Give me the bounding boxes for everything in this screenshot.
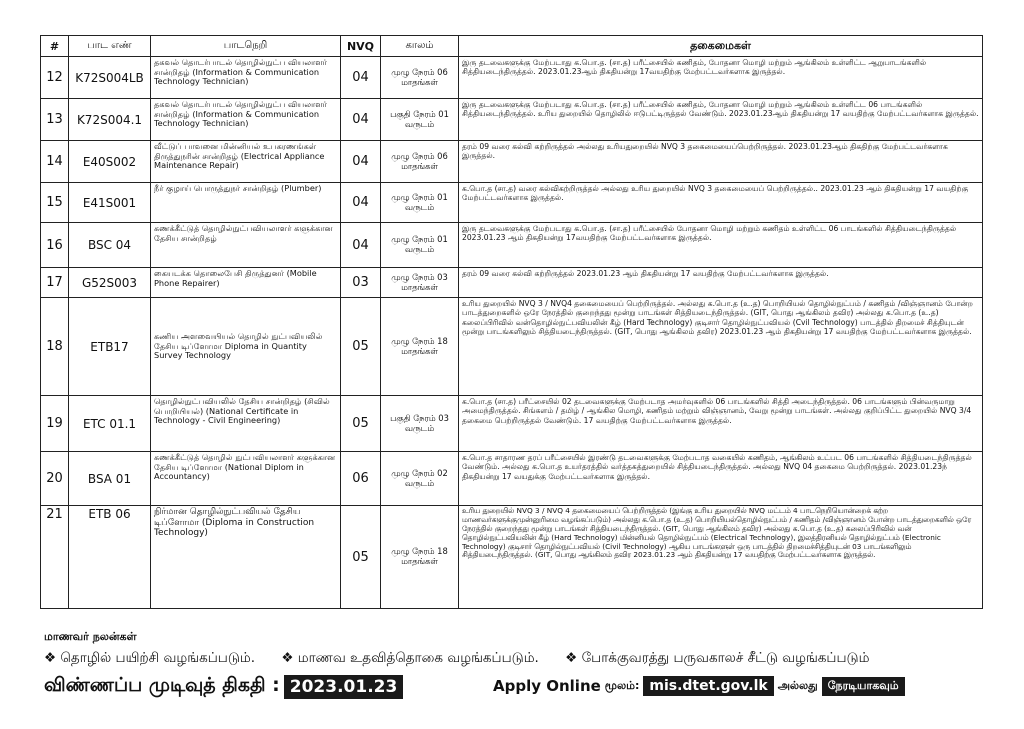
row-code: BSC 04 (69, 223, 151, 268)
row-duration: முழு நேரம் 01 வருடம் (381, 183, 459, 223)
row-course: நிர்மான தொழில்நுட்பவியல் தேசிய டிப்ளோமா (Diploma in Construction Technology) (151, 506, 341, 609)
row-nvq: 04 (341, 141, 381, 183)
row-code: E40S002 (69, 141, 151, 183)
benefit-item (565, 650, 869, 666)
row-code: ETB 06 (69, 506, 151, 609)
row-num: 19 (41, 396, 69, 452)
table-row (41, 298, 983, 396)
row-qualification: க.பொ.த (சா.த) பரீட்சையில் 02 தடவைகளுக்கு மேற்படாத அமர்வுகளில் 06 பாடங்களில் சித்தி அடைந்திருத்தல். 06 பாடங்களும் பின்வருமாறு அமைந்திருத்தல். சிங்களம் / தமிழ் / ஆங்கில மொழி, கணிதம் மற்றும் விஞ்ஞானம், வேறு மூன்று பாடங்கள். அல்லது குறிப்பிட்ட துறையில் NVQ 3/4 தகைமை பெற்றிருத்தல் வேண்டும். 17 வயதிற்கு மேற்பட்டவர்களாக இருத்தல். (459, 396, 983, 452)
row-qualification: தரம் 09 வரை கல்வி கற்றிருத்தல் அல்லது உரியதுறையில் NVQ 3 தகைமையைப்பெற்றிருத்தல். 2023.01.23ஆம் திகதிற்கு மேற்பட்டவர்களாக இருத்தல். (459, 141, 983, 183)
row-code: K72S004LB (69, 57, 151, 99)
diamond-bullet-icon: ❖ (281, 650, 294, 666)
row-duration: முழு நேரம் 01 வருடம் (381, 223, 459, 268)
table-row (41, 57, 983, 99)
row-code: E41S001 (69, 183, 151, 223)
row-nvq: 05 (341, 396, 381, 452)
header-num: # (41, 36, 69, 57)
row-duration: முழு நேரம் 06 மாதங்கள் (381, 57, 459, 99)
row-code: BSA 01 (69, 452, 151, 506)
row-course: கணிய அளவையியல் தொழில் நுட்பவியலில் தேசிய டிப்ளோமா Diploma in Quantity Survey Technology (151, 298, 341, 396)
benefit-text: தொழில் பயிற்சி வழங்கப்படும். (60, 650, 256, 666)
table-row (41, 183, 983, 223)
apply-label: Apply Online (493, 677, 601, 695)
table-row (41, 141, 983, 183)
benefit-text: மாணவ உதவித்தொகை வழங்கப்படும். (297, 650, 539, 666)
row-duration: முழு நேரம் 18 மாதங்கள் (381, 506, 459, 609)
row-duration: முழு நேரம் 03 மாதங்கள் (381, 268, 459, 298)
row-qualification: க.பொ.த சாதாரண தரப் பரீட்சையில் இரண்டு தடவைகளுக்கு மேற்படாத வகையில் கணிதம், ஆங்கிலம் உட்பட 06 பாடங்களில் சித்தியடைந்திருத்தல் வேண்டும். அல்லது க.பொ.த உயர்தரத்தில் வர்த்தகத்துறையில் சித்தியடைந்திருத்தல். அல்லது NVQ 04 தகைமை பெற்றிருத்தல். 2023.01.23ந் திகதியன்று 17 வயதுக்கு மேற்பட்டவர்களாக இருத்தல். (459, 452, 983, 506)
row-num: 21 (41, 506, 69, 609)
row-qualification: தரம் 09 வரை கல்வி கற்றிருத்தல் 2023.01.23 ஆம் திகதியன்று 17 வயதிற்கு மேற்பட்டவர்களாக இருத்தல். (459, 268, 983, 298)
row-nvq: 05 (341, 298, 381, 396)
row-course: தொழில்நுட்பவியலில் தேசிய சான்றிதழ் (சிவில் பொறியியல்) (National Certificate in Technology - Civil Engineering) (151, 396, 341, 452)
row-course: தகவல் தொடர்பாடல் தொழில்நுட்ப வியலாளர் சான்றிதழ் (Information & Communication Technology Technician) (151, 57, 341, 99)
row-nvq: 04 (341, 183, 381, 223)
row-code: K72S004.1 (69, 99, 151, 141)
table-row (41, 223, 983, 268)
row-code: ETC 01.1 (69, 396, 151, 452)
row-qualification: இரு தடவைகளுக்கு மேற்படாது க.பொ.த. (சா.த) பரீட்சையில் கணிதம், போதனா மொழி மற்றும் ஆங்கிலம் உள்ளிட்ட 06 பாடங்களில் சித்தியடைந்திருத்தல். உரிய துறையில் தொழிலில் ஈடுபட்டிருத்தல் வேண்டும். 2023.01.23ஆம் திகதியன்று 17 வயதிற்கு மேற்பட்டவர்களாக இருத்தல். (459, 99, 983, 141)
row-num: 14 (41, 141, 69, 183)
row-duration: முழு நேரம் 02 வருடம் (381, 452, 459, 506)
row-code: G52S003 (69, 268, 151, 298)
header-code: பாட எண் (69, 36, 151, 57)
row-qualification: இரு தடவைகளுக்கு மேற்படாது க.பொ.த. (சா.த) பரீட்சையில் கணிதம், போதனா மொழி மற்றும் ஆங்கிலம் உள்ளிட்ட ஆறுபாடங்களில் சித்தியடைந்திருத்தல். 2023.01.23ஆம் திகதியன்று 17வயதிற்கு மேற்பட்டவர்களாக இருத்தல். (459, 57, 983, 99)
row-qualification: உரிய துறையில் NVQ 3 / NVQ4 தகைமையைப் பெற்றிருத்தல். அல்லது க.பொ.த (உ.த) பொறியியல் தொழில்நுட்பம் / கணிதம் /விஞ்ஞானம் போன்ற பாடத்துறைகளில் ஒரே நேரத்தில் குறைந்தது மூன்று பாடங்கள் சித்தியடைந்திருத்தல். (GIT, பொது ஆங்கிலம் தவிர) அல்லது க.பொ.த (உ.த) கலைப்பிரிவில் வன்தொழில்நுட்பவியலின் கீழ் (Hard Technology) குடிசார் தொழில்நுட்பவியல் (Cvil Technology) பாடத்தில் திறமைச் சித்தியுடன் மூன்று பாடங்களிலும் சித்தியடைந்திருத்தல். (GIT, பொது ஆங்கிலம் தவிர) 2023.01.23 ஆம் திகதியன்று 17 வயதிற்கு மேற்பட்டவர்களாக இருத்தல். (459, 298, 983, 396)
row-qualification: உரிய துறையில் NVQ 3 / NVQ 4 தகைமையைப் பெற்றிருத்தல் (இங்கு உரிய துறையில் NVQ மட்டம் 4 பாடநெறியொன்றைக் கற்ற மாணவர்களுக்குமுன்னுரிமை வழங்கப்படும்) அல்லது க.பொ.த (உ.த) பொறியியல்தொழில்நுட்பம் / கணிதம் /விஞ்ஞானம் போன்ற பாடத்துறைகளில் ஒரே நேரத்தில் குறைந்தது மூன்று பாடங்கள் சித்தியடைந்திருத்தல். (GIT, பொது ஆங்கிலம் தவிர) அல்லது க.பொ.த (உ.த) கலைப்பிரிவில் வன் தொழில்நுட்பவியலின் கீழ் (Hard Technology) மின்னியல் தொழில்நுட்பம் (Electrical Technology), இலத்திரனியல் தொழில்நுட்பம் (Electronic Technology) குடிசார் தொழில்நுட்பவியல் (Civil Technology) ஆகிய பாடங்களுள் ஒரு பாடத்தில் திறமைச்சித்தியுடன் 03 பாடங்களிலும் சித்தியடைந்திருத்தல். (GIT, பொது ஆங்கிலம் தவிர 2023.01.23 ஆம் திகதியன்று 17 வயதிற்கு மேற்பட்டவர்களாக இருத்தல். (459, 506, 983, 609)
diamond-bullet-icon: ❖ (44, 650, 57, 666)
direct-apply-label: நேரடியாகவும் (822, 677, 905, 696)
table-row (41, 452, 983, 506)
row-code: ETB17 (69, 298, 151, 396)
header-nvq: NVQ (341, 36, 381, 57)
courses-table (40, 35, 983, 609)
deadline-label: விண்ணப்ப முடிவுத் திகதி : (44, 674, 280, 696)
row-course: தகவல் தொடர்பாடல் தொழில்நுட்ப வியலாளர் சான்றிதழ் (Information & Communication Technology Technician) (151, 99, 341, 141)
table-row (41, 396, 983, 452)
row-qualification: இரு தடவைகளுக்கு மேற்படாது க.பொ.த. (சா.த) பரீட்சையில் போதனா மொழி மற்றும் கணிதம் உள்ளிட்ட 06 பாடங்களில் சித்தியடைந்திருத்தல் 2023.01.23 ஆம் திகதியன்று 17வயதிற்கு மேற்பட்டவர்களாக இருத்தல். (459, 223, 983, 268)
benefits-list (44, 650, 891, 668)
row-num: 15 (41, 183, 69, 223)
row-nvq: 04 (341, 99, 381, 141)
benefit-item (281, 650, 543, 666)
header-course: பாடநெறி (151, 36, 341, 57)
row-course: கணக்கீட்டுத் தொழில் நுட்பவியலாளர் களுக்கான தேசிய டிப்ளோமா (National Diplom in Accountancy) (151, 452, 341, 506)
row-course: கையடக்க தொலைபேசி திருத்துனர் (Mobile Phone Repairer) (151, 268, 341, 298)
row-nvq: 04 (341, 223, 381, 268)
deadline-date: 2023.01.23 (284, 675, 404, 699)
row-duration: பகுதி நேரம் 01 வருடம் (381, 99, 459, 141)
row-duration: முழு நேரம் 18 மாதங்கள் (381, 298, 459, 396)
row-num: 16 (41, 223, 69, 268)
row-nvq: 03 (341, 268, 381, 298)
table-row (41, 268, 983, 298)
row-duration: முழு நேரம் 06 மாதங்கள் (381, 141, 459, 183)
row-num: 20 (41, 452, 69, 506)
row-duration: பகுதி நேரம் 03 வருடம் (381, 396, 459, 452)
benefit-item (44, 650, 259, 666)
table-header-row (41, 36, 983, 57)
row-course: கணக்கீட்டுத் தொழில்நுட்பவியலாளர் களுக்கான தேசிய சான்றிதழ் (151, 223, 341, 268)
website-link[interactable]: mis.dtet.gov.lk (643, 676, 773, 696)
row-course: வீட்டுப் பாவனை மின்னியல் உபகரணங்கள் திருத்துநரின் சான்றிதழ் (Electrical Appliance Maintenance Repair) (151, 141, 341, 183)
row-nvq: 05 (341, 506, 381, 609)
diamond-bullet-icon: ❖ (565, 650, 578, 666)
application-deadline (44, 674, 403, 699)
table-row (41, 99, 983, 141)
row-qualification: க.பொ.த (சா.த) வரை கல்விகற்றிருத்தல் அல்லது உரிய துறையில் NVQ 3 தகைமையைப் பெற்றிருத்தல்.. 2023.01.23 ஆம் திகதியன்று 17 வயதிற்கு மேற்பட்டவர்களாக இருத்தல். (459, 183, 983, 223)
header-duration: காலம் (381, 36, 459, 57)
header-qualification: தகைமைகள் (459, 36, 983, 57)
table-row (41, 506, 983, 609)
via-label: மூலம்: (604, 678, 640, 692)
row-course: நீர் குழாய் பொருத்துநர் சான்றிதழ் (Plumber) (151, 183, 341, 223)
apply-online (493, 676, 905, 696)
row-nvq: 04 (341, 57, 381, 99)
row-nvq: 06 (341, 452, 381, 506)
row-num: 17 (41, 268, 69, 298)
row-num: 13 (41, 99, 69, 141)
benefit-text: போக்குவரத்து பருவகாலச் சீட்டு வழங்கப்படும் (581, 650, 870, 666)
row-num: 18 (41, 298, 69, 396)
student-welfare-title: மாணவர் நலன்கள் (44, 630, 137, 643)
or-label: அல்லது (777, 678, 818, 692)
row-num: 12 (41, 57, 69, 99)
